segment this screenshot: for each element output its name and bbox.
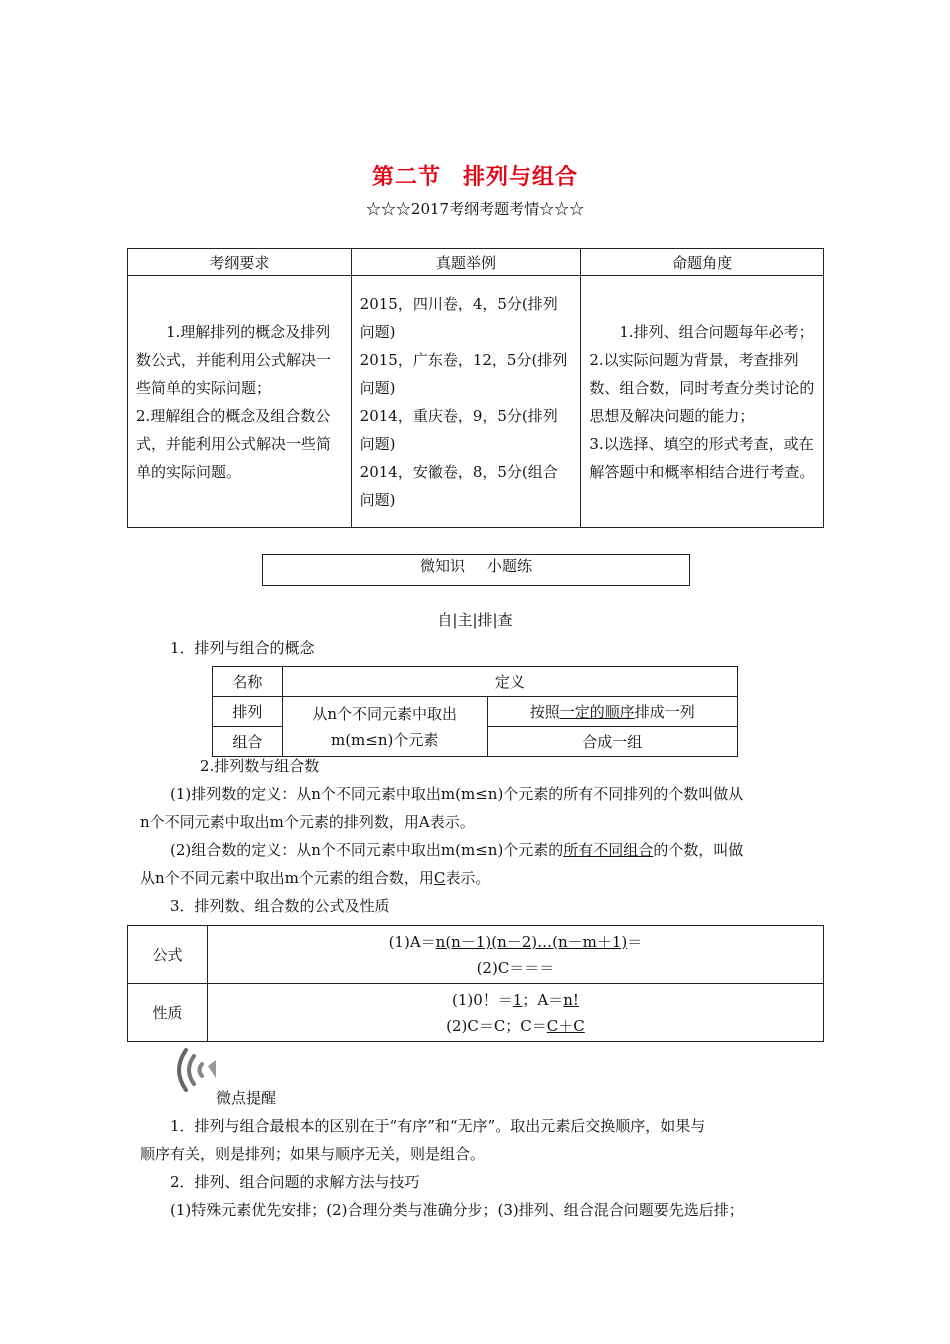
concept-def-permutation (487, 697, 737, 727)
tip-title: 微点提醒 (216, 1089, 277, 1107)
concept-def-permutation-post: 排成一列 (634, 703, 695, 721)
concept-def-combination: 合成一组 (487, 727, 737, 757)
property-1-pre: (1)0！＝ (452, 990, 513, 1009)
angle-item: 3.以选择、填空的形式考查，或在解答题中和概率相结合进行考查。 (589, 434, 815, 481)
paragraph-2b-post: 表示。 (445, 869, 491, 887)
formula-line-2: (2)C＝＝＝ (476, 958, 555, 977)
formula-cell (207, 926, 823, 984)
paragraph-2-underlined: 所有不同组合 (563, 841, 654, 859)
tip-1-line-2: 顺序有关，则是排列；如果与顺序无关，则是组合。 (140, 1145, 486, 1163)
property-1-underlined-a: 1 (512, 990, 523, 1009)
concept-name-combination: 组合 (213, 727, 283, 757)
concept-def-permutation-underlined: 一定的顺序 (559, 703, 635, 721)
example-item: 2014，重庆卷，9，5分(排列问题) (359, 406, 558, 453)
formula-1-pre: (1)A＝ (388, 932, 436, 951)
requirement-item: 2.理解组合的概念及组合数公式，并能利用公式解决一些简单的实际问题。 (136, 406, 332, 481)
item-3-heading: 3．排列数、组合数的公式及性质 (170, 897, 390, 915)
item-1-heading: 1．排列与组合的概念 (170, 639, 315, 657)
property-label: 性质 (128, 984, 208, 1042)
formula-1-post: ＝ (627, 932, 643, 951)
paragraph-2b-pre: 从n个不同元素中取出m个元素的组合数，用 (140, 869, 434, 887)
paragraph-2-line-1 (170, 836, 743, 864)
header-angles: 命题角度 (581, 249, 824, 276)
section-box (262, 554, 690, 586)
concept-name-permutation: 排列 (213, 697, 283, 727)
concept-table (212, 666, 738, 757)
formula-label: 公式 (128, 926, 208, 984)
self-check-heading: 自|主|排|查 (437, 611, 513, 629)
tip-2: 2．排列、组合问题的求解方法与技巧 (170, 1173, 420, 1191)
title-section: 第二节 (371, 164, 441, 190)
item-2-heading: 2.排列数与组合数 (200, 757, 320, 775)
formula-table (127, 925, 824, 1042)
property-2-pre: (2)C＝C；C＝ (446, 1016, 547, 1035)
angles-cell (581, 276, 824, 528)
header-examples: 真题举例 (351, 249, 581, 276)
paragraph-1-line-1: (1)排列数的定义：从n个不同元素中取出m(m≤n)个元素的所有不同排列的个数叫做从 (170, 785, 744, 803)
property-1-underlined-b: n! (563, 990, 579, 1009)
exam-outline-table (127, 248, 824, 528)
property-cell (207, 984, 823, 1042)
tip-3: (1)特殊元素优先安排；(2)合理分类与准确分步；(3)排列、组合混合问题要先选后排； (170, 1201, 744, 1219)
formula-1-underlined: n(n－1)(n－2)…(n－m＋1) (435, 932, 628, 951)
paragraph-2-line-2 (140, 864, 490, 892)
subtitle: ☆☆☆2017考纲考题考情☆☆☆ (365, 200, 585, 218)
concept-header-name: 名称 (213, 667, 283, 697)
concept-header-definition: 定义 (282, 667, 737, 697)
formula-line-1 (208, 929, 823, 955)
paragraph-1-line-2: n个不同元素中取出m个元素的排列数，用A表示。 (140, 813, 475, 831)
property-1-mid: ；A＝ (522, 990, 564, 1009)
requirement-item: 1.理解排列的概念及排列数公式，并能利用公式解决一些简单的实际问题； (136, 322, 332, 397)
angle-item: 1.排列、组合问题每年必考； (619, 322, 814, 341)
concept-shared-line-2: m(m≤n)个元素 (330, 730, 439, 749)
concept-shared-line-1: 从n个不同元素中取出 (312, 704, 458, 723)
examples-cell (351, 276, 581, 528)
header-requirements: 考纲要求 (128, 249, 352, 276)
property-line-1 (208, 987, 823, 1013)
title-topic: 排列与组合 (463, 164, 579, 190)
property-2-underlined: C＋C (546, 1016, 585, 1035)
tip-1-line-1: 1．排列与组合最根本的区别在于“有序”和“无序”。取出元素后交换顺序，如果与 (170, 1117, 706, 1135)
angle-item: 2.以实际问题为背景，考查排列数、组合数，同时考查分类讨论的思想及解决问题的能力； (589, 350, 815, 425)
concept-shared-definition (282, 697, 487, 757)
paragraph-2-pre: (2)组合数的定义：从n个不同元素中取出m(m≤n)个元素的 (170, 841, 564, 859)
paragraph-2b-underlined: C (433, 869, 446, 887)
paragraph-2-post: 的个数，叫做 (653, 841, 744, 859)
example-item: 2015，广东卷，12，5分(排列问题) (359, 350, 568, 397)
property-line-2 (208, 1013, 823, 1039)
example-item: 2014，安徽卷，8，5分(组合问题) (359, 462, 558, 509)
section-box-right: 小题练 (487, 557, 533, 575)
example-item: 2015，四川卷，4，5分(排列问题) (359, 294, 558, 341)
concept-def-permutation-pre: 按照 (529, 703, 560, 721)
requirements-cell (128, 276, 352, 528)
page-title (0, 160, 950, 191)
section-box-left: 微知识 (419, 557, 465, 575)
sound-wave-icon (172, 1044, 216, 1096)
